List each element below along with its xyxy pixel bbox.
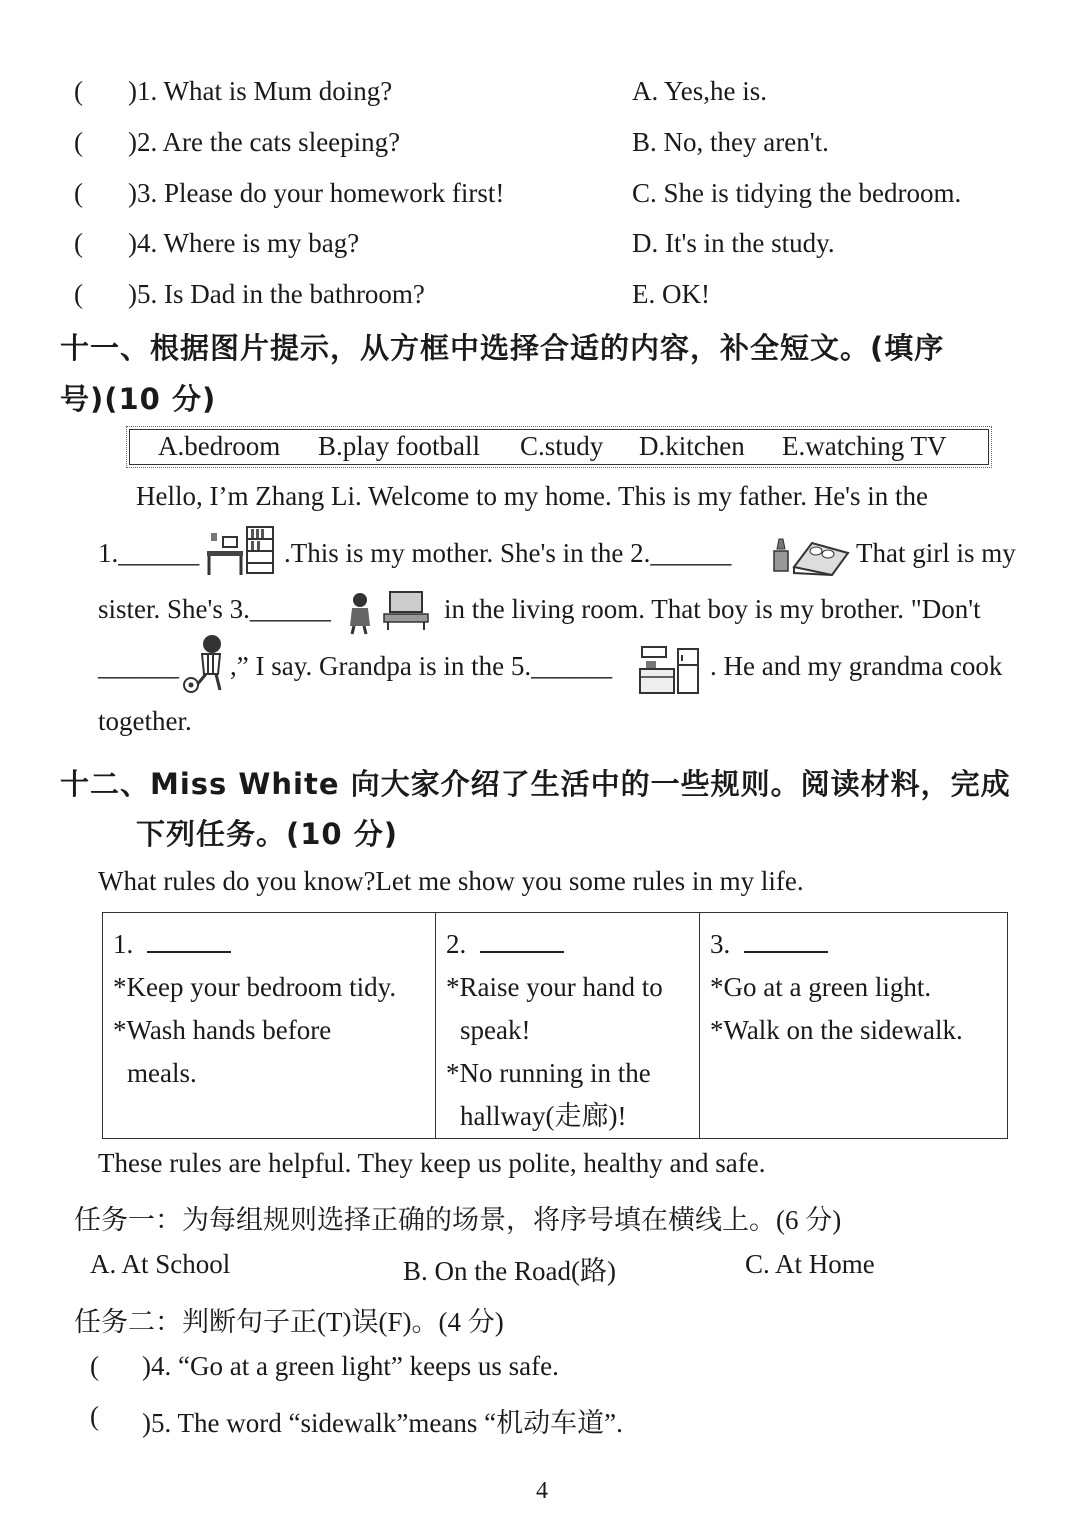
word-bank-box bbox=[129, 429, 989, 465]
rule-group-number: 2. bbox=[446, 929, 467, 959]
rule-line: meals. bbox=[127, 1058, 197, 1088]
passage-text: .This is my mother. She's in the 2.______ bbox=[284, 538, 732, 568]
task1-option: C. At Home bbox=[745, 1249, 875, 1279]
watching-tv-icon bbox=[344, 586, 430, 636]
passage-text: in the living room. That boy is my brother. "Don't bbox=[444, 594, 981, 624]
word-option: B.play football bbox=[318, 431, 480, 461]
rule-line: hallway(走廊)! bbox=[460, 1101, 627, 1131]
rules-cell bbox=[700, 913, 1008, 1139]
blank-1[interactable]: 1.______ bbox=[98, 538, 200, 568]
match-row bbox=[74, 127, 1014, 161]
task2-instruction: 任务二：判断句子正(T)误(F)。(4 分) bbox=[74, 1307, 504, 1337]
rule-group-number: 3. bbox=[710, 929, 731, 959]
bedroom-icon bbox=[772, 529, 850, 577]
rule-group-number: 1. bbox=[113, 929, 134, 959]
task1-option: A. At School bbox=[90, 1249, 231, 1279]
match-row bbox=[74, 178, 1014, 212]
answer-paren[interactable]: ( bbox=[90, 1401, 99, 1431]
kitchen-icon bbox=[638, 643, 702, 697]
football-icon bbox=[182, 632, 234, 694]
section11-heading: 十一、根据图片提示，从方框中选择合适的内容，补全短文。(填序 bbox=[60, 331, 945, 365]
rule-line: *Wash hands before bbox=[113, 1015, 332, 1045]
match-question: )5. Is Dad in the bathroom? bbox=[128, 279, 425, 309]
rule-line: *Keep your bedroom tidy. bbox=[113, 972, 397, 1002]
passage-text: . He and my grandma cook bbox=[710, 651, 1003, 681]
match-row bbox=[74, 279, 1014, 313]
match-answer: B. No, they aren't. bbox=[632, 127, 829, 157]
section12-intro: What rules do you know?Let me show you some rules in my life. bbox=[98, 866, 804, 896]
answer-paren[interactable]: ( bbox=[74, 178, 83, 208]
match-row bbox=[74, 228, 1014, 262]
match-question: )1. What is Mum doing? bbox=[128, 76, 393, 106]
rules-table bbox=[102, 912, 1008, 1139]
passage-text: That girl is my bbox=[856, 538, 1016, 568]
match-question: )2. Are the cats sleeping? bbox=[128, 127, 401, 157]
tf-statement: )4. “Go at a green light” keeps us safe. bbox=[142, 1351, 559, 1381]
closing-text: These rules are helpful. They keep us polite, healthy and safe. bbox=[98, 1148, 766, 1178]
rule-line: *Raise your hand to bbox=[446, 972, 663, 1002]
word-option: A.bedroom bbox=[158, 431, 281, 461]
passage-line bbox=[98, 651, 1028, 691]
word-option: C.study bbox=[520, 431, 604, 461]
rule-line: *No running in the bbox=[446, 1058, 651, 1088]
answer-paren[interactable]: ( bbox=[74, 279, 83, 309]
match-answer: D. It's in the study. bbox=[632, 228, 835, 258]
answer-paren[interactable]: ( bbox=[74, 76, 83, 106]
section11-heading-cont: 号)(10 分) bbox=[60, 382, 217, 416]
match-answer: C. She is tidying the bedroom. bbox=[632, 178, 962, 208]
match-question: )3. Please do your homework first! bbox=[128, 178, 505, 208]
answer-paren[interactable]: ( bbox=[74, 127, 83, 157]
page-number: 4 bbox=[536, 1478, 548, 1504]
match-answer: A. Yes,he is. bbox=[632, 76, 768, 106]
word-option: D.kitchen bbox=[639, 431, 745, 461]
match-row bbox=[74, 76, 1014, 110]
rule-line: speak! bbox=[460, 1015, 531, 1045]
rules-cell bbox=[436, 913, 700, 1139]
rule-line: *Go at a green light. bbox=[710, 972, 932, 1002]
section12-heading-cont: 下列任务。(10 分) bbox=[136, 817, 398, 851]
tf-statement: )5. The word “sidewalk”means “机动车道”. bbox=[142, 1408, 623, 1438]
study-icon bbox=[203, 525, 275, 577]
passage-text: ,” I say. Grandpa is in the 5.______ bbox=[230, 651, 613, 681]
word-option: E.watching TV bbox=[782, 431, 947, 461]
task1-instruction: 任务一：为每组规则选择正确的场景，将序号填在横线上。(6 分) bbox=[74, 1205, 842, 1235]
rule-group-blank[interactable] bbox=[147, 929, 231, 953]
passage-line: together. bbox=[98, 706, 192, 736]
match-question: )4. Where is my bag? bbox=[128, 228, 360, 258]
section12-heading: 十二、Miss White 向大家介绍了生活中的一些规则。阅读材料，完成 bbox=[60, 767, 1011, 801]
answer-paren[interactable]: ( bbox=[74, 228, 83, 258]
task1-option: B. On the Road(路) bbox=[403, 1256, 616, 1286]
passage-line bbox=[98, 594, 1028, 634]
rule-group-blank[interactable] bbox=[480, 929, 564, 953]
rule-line: *Walk on the sidewalk. bbox=[710, 1015, 963, 1045]
rule-group-blank[interactable] bbox=[744, 929, 828, 953]
answer-paren[interactable]: ( bbox=[90, 1351, 99, 1381]
match-answer: E. OK! bbox=[632, 279, 710, 309]
rules-cell bbox=[103, 913, 436, 1139]
blank-4[interactable]: ______ bbox=[98, 651, 179, 681]
passage-line: Hello, I’m Zhang Li. Welcome to my home. This is my father. He's in the bbox=[136, 481, 929, 511]
passage-text: sister. She's 3.______ bbox=[98, 594, 331, 624]
